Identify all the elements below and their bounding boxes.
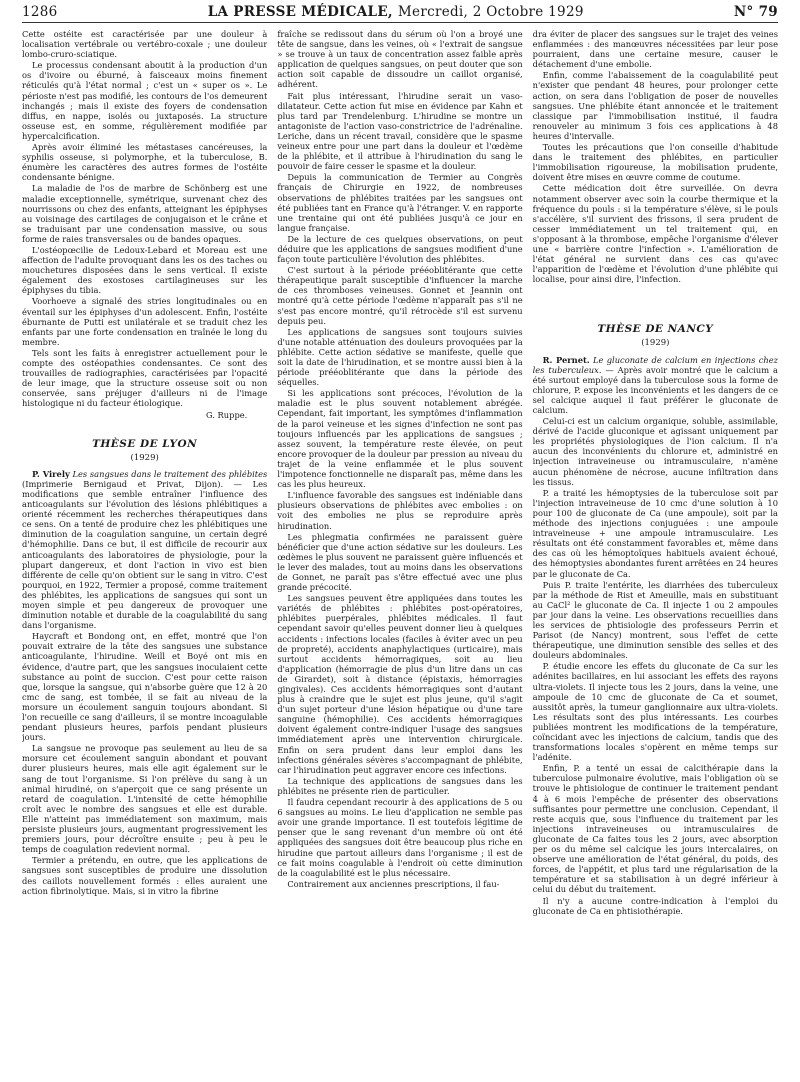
section-year: (1929): [130, 452, 159, 463]
paragraph: L'ostéopœcilie de Ledoux-Lebard et Moreau est une affection de l'adulte provoquant dans les os des taches ou mouchetures disposées dans le sens vertical. Il existe également des exostoses cartilagineuses sur les épiphyses du tibia.: [22, 244, 268, 296]
paragraph: Enfin, P. a tenté un essai de calcithérapie dans la tuberculose pulmonaire évolutive, mais l'obligation où se trouve le phtisiologue de continuer le traitement pendant 4 à 6 mois l'empêche de présenter des observations suffisantes pour permettre une conclusion. Cependant, il reste acquis que, sous l'influence du traitement par les injections intraveineuses ou intramusculaires de gluconate de Ca faites tous les 2 jours, avec absorption per os du même sel calcique les jours intercalaires, on observe une amélioration de l'état général, du poids, des forces, de l'appétit, et plus tard une régularisation de la température et sa stabilisation à un degré inférieur à celui du début du traitement.: [532, 763, 778, 895]
paragraph: P. Virely Les sangsues dans le traitement des phlébites (Imprimerie Bernigaud et Privat, Dijon). — Les modifications que semble entraîner l'influence des anticoagulants sur l'évolution des lésions phlébitiques a orienté récemment les recherches thérapeutiques dans ce sens. On a tenté de produire chez les phlébitiques une diminution de la coagulation sanguine, un certain degré d'hémophilie. Dans ce but, il est difficile de recourir aux anticoagulants des laboratoires de physiologie, pour la plupart dangereux, et dont l'action in vivo est bien différente de celle qu'on obtient sur le sang in vitro. C'est pourquoi, en 1922, Termier a proposé, comme traitement des phlébites, les applications de sangsues qui sont un moyen simple et peu dangereux de provoquer une diminution notable et durable de la coagulabilité du sang dans l'organisme.: [22, 468, 268, 631]
paragraph: Depuis la communication de Termier au Congrès français de Chirurgie en 1922, de nombreuses observations de phlébites traitées par les sangsues ont été publiées tant en France qu'à l'étranger. V. en rapporte une trentaine qui ont été publiées jusqu'à ce jour en langue française.: [277, 172, 523, 233]
paragraph: dra éviter de placer des sangsues sur le trajet des veines enflammées : des manœuvres nécessitées par leur pose pourraient, dans une certaine mesure, causer le détachement d'une embolie.: [532, 29, 778, 70]
paragraph: Cette médication doit être surveillée. On devra notamment observer avec soin la courbe thermique et la fréquence du pouls : si la température s'élève, si le pouls s'accélère, s'il survient des frissons, il sera prudent de cesser immédiatement un tel traitement qui, en s'opposant à la thrombose, empêche l'organisme d'élever une « barrière contre l'infection ». L'amélioration de l'état général ne survient dans ces cas qu'avec l'apparition de l'œdème et l'évolution d'une phlébite qui localise, pour ainsi dire, l'infection.: [532, 183, 778, 285]
paragraph: R. Pernet. Le gluconate de calcium en injections chez les tuberculeux. — Après avoir montré que le calcium a été surtout employé dans la tuberculose sous la forme de chlorure, P. expose les inconvénients et les dangers de ce sel calcique auquel il faut préférer le gluconate de calcium.: [532, 354, 778, 415]
paragraph: Fait plus intéressant, l'hirudine serait un vaso-dilatateur. Cette action fut mise en évidence par Kahn et plus tard par Trendelenburg. L'hirudine se montre un antagoniste de l'action vaso-constrictrice de l'adrénaline. Leriche, dans un récent travail, considère que le spasme veineux entre pour une part dans la douleur et l'œdème de la phlébite, et il attribue à l'hirudination du sang le pouvoir de faire cesser le spasme et la douleur.: [277, 90, 523, 172]
article-title: Le gluconate de calcium en injections chez les tuberculeux.: [532, 354, 778, 375]
paragraph: Enfin, comme l'abaissement de la coagulabilité peut n'exister que pendant 48 heures, pour prolonger cette action, on sera dans l'obligation de poser de nouvelles sangsues. Une phlébite étant annoncée et le traitement classique par l'immobilisation institué, il faudra renouveler au minimum 3 fois ces applications à 48 heures d'intervalle.: [532, 70, 778, 141]
article-title: Les sangsues dans le traitement des phlébites: [72, 468, 268, 479]
column-1: [22, 29, 267, 1082]
paragraph: Le processus condensant aboutit à la production d'un os d'ivoire ou éburné, à faisceaux moins finement réticulés qu'à l'état normal ; c'est un « super os ». Le périoste n'est pas modifié, les contours de l'os demeurent inchangés ; mais il existe des foyers de condensation diffus, en nappe, isolés ou juxtaposés. La structure osseuse est, en somme, régulièrement modifiée par hypercalcification.: [22, 60, 268, 141]
paragraph: Puis P. traite l'entérite, les diarrhées des tuberculeux par la méthode de Rist et Ameuille, mais en substituant au CaCl² le gluconate de Ca. Il injecte 1 ou 2 ampoules par jour dans la veine. Les observations recueillies dans les services de phtisiologie des professeurs Perrin et Parisot (de Nancy) montrent, sous l'effet de cette thérapeutique, une diminution sensible des selles et des douleurs abdominales.: [532, 579, 778, 661]
paragraph: Tels sont les faits à enregistrer actuellement pour le compte des ostéopathies condensantes. Ce sont des trouvailles de radiographies, caractérisées par l'opacité de leur image, que la structure osseuse soit ou non conservée, sans préjuger d'ailleurs ni de l'image histologique ni du facteur étiologique.: [22, 347, 268, 409]
column-3: [533, 29, 778, 1082]
paragraph: Contrairement aux anciennes prescriptions, il fau-: [287, 878, 500, 889]
paragraph: Après avoir éliminé les métastases cancéreuses, la syphilis osseuse, si polymorphe, et la tuberculose, B. énumère les caractères des autres formes de l'ostéite condensante bénigne.: [22, 142, 268, 183]
paragraph: La maladie de l'os de marbre de Schönberg est une maladie exceptionnelle, symétrique, survenant chez des nourrissons ou chez des enfants, atteignant les épiphyses au voisinage des cartilages de conjugaison et le crâne et se traduisant par une condensation massive, ou sous forme de raies transversales ou de bandes opaques.: [22, 183, 268, 244]
paragraph: Les applications de sangsues sont toujours suivies d'une notable atténuation des douleurs provoquées par la phlébite. Cette action sédative se manifeste, quelle que soit la date de l'hirudination, et se montre aussi bien à la période prééoblitérante que dans la période des séquelles.: [277, 326, 523, 388]
paragraph: Les sangsues peuvent être appliquées dans toutes les variétés de phlébites : phlébites post-opératoires, phlébites puerpérales, phlébites médicales. Il faut cependant savoir qu'elles peuvent donner lieu à quelques accidents : infections locales (faciles à éviter avec un peu de propreté), accidents anaphylactiques (urticaire), mais surtout accidents hémorragiques, soit au lieu d'application (hémorragie de plus d'un litre dans un cas de Girardet), soit à distance (épistaxis, hémorragies gingivales). Ces accidents hémorragiques sont d'autant plus à craindre que le sujet est plus jeune, qu'il s'agit d'un sujet porteur d'une lésion hépatique ou d'une tare sanguine (hémophilie). Ces accidents hémorragiques doivent également contre-indiquer l'usage des sangsues immédiatement après une intervention chirurgicale. Enfin on sera prudent dans leur emploi dans les infections générales sévères s'accompagnant de phlébite, car l'hirudination peut aggraver encore ces infections.: [277, 593, 523, 775]
paragraph: Cette ostéite est caractérisée par une douleur à localisation vertébrale ou vertébro-coxale ; une douleur lombo-cruro-sciatique.: [22, 29, 268, 60]
paragraph: Les phlegmatia confirmées ne paraissent guère bénéficier que d'une action sédative sur les douleurs. Les œdèmes le plus souvent ne paraissent guère influencés et le lever des malades, tout au moins dans les observations de Gonnet, ne paraît pas s'être effectué avec une plus grande précocité.: [277, 531, 523, 593]
paragraph: La sangsue ne provoque pas seulement au lieu de sa morsure cet écoulement sanguin abondant et pouvant durer plusieurs heures, mais elle agit également sur le sang de tout l'organisme. Si l'on prélève du sang à un animal hirudiné, on s'aperçoit que ce sang présente un retard de coagulation. L'intensité de cette hémophilie croît avec le nombre des sangsues et elle est durable. Elle n'atteint pas immédiatement son maximum, mais persiste plusieurs jours, augmentant progressivement les premiers jours, pour décroître ensuite ; peu à peu le temps de coagulation redevient normal.: [22, 743, 268, 855]
paragraph: C'est surtout à la période prééoblitérante que cette thérapeutique paraît susceptible d'influencer la marche de ces thromboses veineuses. Gonnet et Jeannin ont montré qu'à cette période l'œdème n'apparaît pas s'il ne s'est pas encore montré, qu'il rétrocède s'il est survenu depuis peu.: [277, 265, 523, 326]
journal-title: LA PRESSE MÉDICALE, Mercredi, 2 Octobre 1929: [207, 4, 584, 20]
section-heading: THÈSE DE NANCY: [597, 323, 714, 336]
paragraph: Il faudra cependant recourir à des applications de 5 ou 6 sangsues au moins. Le lieu d'application ne semble pas avoir une grande importance. Il est toutefois légitime de penser que le sang revenant d'un membre où ont été appliquées des sangsues doit être beaucoup plus riche en hirudine que partout ailleurs dans l'organisme ; il est de ce fait moins coagulable à l'endroit où cette diminution de la coagulabilité est le plus nécessaire.: [277, 797, 523, 878]
signature: G. Ruppe.: [205, 410, 248, 421]
paragraph: P. étudie encore les effets du gluconate de Ca sur les adénites bacillaires, en lui associant les effets des rayons ultra-violets. Il injecte tous les 2 jours, dans la veine, une ampoule de 10 cmc de gluconate de Ca et soumet, aussitôt après, la tumeur ganglionnaire aux ultra-violets. Les résultats sont des plus intéressants. Les courbes publiées montrent les modifications de la température, coïncidant avec les injections de calcium, tandis que des transformations locales s'opèrent en même temps sur l'adénite.: [532, 661, 778, 763]
author-name: R. Pernet.: [542, 354, 590, 365]
paragraph: L'influence favorable des sangsues est indéniable dans plusieurs observations de phlébites avec embolies : on voit des embolies ne plus se reproduire après hirudination.: [277, 490, 523, 531]
paragraph: fraîche se redissout dans du sérum où l'on a broyé une tête de sangsue, dans les veines, où « l'extrait de sangsue » se trouve à un taux de concentration assez faible après application de quelques sangsues, on peut douter que son action soit capable de dissoudre un caillot organisé, adhérent.: [277, 29, 523, 90]
paragraph: Voorhoeve a signalé des stries longitudinales ou en éventail sur les épiphyses d'un adolescent. Enfin, l'ostéite éburnante de Putti est unilatérale et se traduit chez les enfants par une forte condensation en traînée le long du membre.: [22, 296, 268, 347]
paragraph: Termier a prétendu, en outre, que les applications de sangsues sont susceptibles de produire une dissolution des caillots nouvellement formés : elles auraient une action fibrinolytique. Mais, si in vitro la fibrine: [22, 855, 268, 896]
section-heading: THÈSE DE LYON: [92, 437, 198, 450]
column-2: [277, 29, 522, 1082]
paragraph: P. a traité les hémoptysies de la tuberculose soit par l'injection intraveineuse de 10 cmc d'une solution à 10 pour 100 de gluconate de Ca (une ampoule), soit par la méthode des injections conjuguées : une ampoule intraveineuse + une ampoule intramusculaire. Les résultats ont été constamment favorables et, même dans des cas où les hémoptoïques habituels avaient échoué, des hémoptysies abondantes furent arrêtées en 24 heures par le gluconate de Ca.: [532, 487, 778, 579]
article-columns: [22, 29, 778, 1082]
issue-number: N° 79: [733, 4, 778, 20]
paragraph: Haycraft et Bondong ont, en effet, montré que l'on pouvait extraire de la tête des sangsues une substance anticoagulante, l'hirudine. Weill et Boyé ont mis en évidence, d'autre part, que les sangsues inoculaient cette substance au point de succion. C'est pour cette raison que, lorsque la sangsue, qui n'absorbe guère que 12 à 20 cmc de sang, est tombée, il se fait au niveau de la morsure un écoulement sanguin toujours abondant. Si l'on recueille ce sang d'ailleurs, il se montre incoagulable pendant plusieurs heures, parfois pendant plusieurs jours.: [22, 631, 268, 743]
page-header: [22, 4, 778, 23]
section-year: (1929): [641, 338, 670, 349]
page-number: 1286: [22, 4, 58, 20]
paragraph: De la lecture de ces quelques observations, on peut déduire que les applications de sangsues modifient d'une façon toute particulière l'évolution des phlébites.: [277, 233, 523, 265]
author-name: P. Virely: [32, 468, 70, 479]
paragraph: Si les applications sont précoces, l'évolution de la maladie est le plus souvent notablement abrégée. Cependant, fait important, les symptômes d'inflammation de la paroi veineuse et les signes d'infection ne sont pas toujours influencés par les applications de sangsues ; assez souvent, la température reste élevée, on peut encore provoquer de la douleur par pression au niveau du trajet de la veine enflammée et le plus souvent l'impotence fonctionnelle ne disparaît pas, même dans les cas les plus heureux.: [277, 388, 523, 490]
paragraph: Celui-ci est un calcium organique, soluble, assimilable, dérivé de l'acide gluconique et agissant uniquement par les propriétés physiologiques de l'ion calcium. Il n'a aucun des inconvénients du chlorure et, administré en injection intraveineuse ou intramusculaire, n'amène aucun phénomène de nécrose, aucune infiltration dans les tissus.: [532, 416, 778, 487]
paragraph: Il n'y a aucune contre-indication à l'emploi du gluconate de Ca en phtisiothérapie.: [532, 895, 778, 916]
paragraph: Toutes les précautions que l'on conseille d'habitude dans le traitement des phlébites, en particulier l'immobilisation rigoureuse, la mobilisation prudente, doivent être mises en œuvre comme de coutume.: [532, 142, 778, 183]
paragraph: La technique des applications de sangsues dans les phlébites ne présente rien de particulier.: [277, 775, 523, 796]
